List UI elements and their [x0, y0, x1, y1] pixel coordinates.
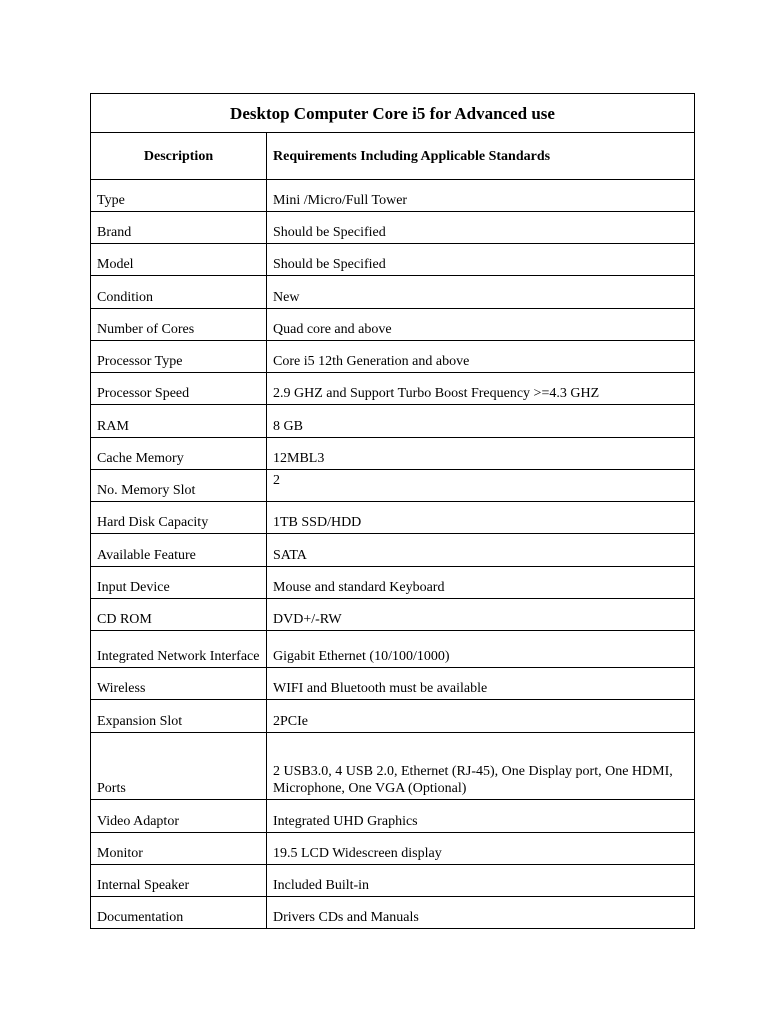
header-row: [91, 133, 695, 180]
row-description: Video Adaptor: [91, 800, 267, 833]
table-row: [91, 668, 695, 700]
row-description: Model: [91, 244, 267, 276]
row-description: Available Feature: [91, 534, 267, 567]
table-row: [91, 276, 695, 309]
row-requirement: Integrated UHD Graphics: [267, 800, 695, 833]
row-description: Monitor: [91, 833, 267, 865]
table-row: [91, 833, 695, 865]
row-description: Integrated Network Interface: [91, 631, 267, 668]
table-row: [91, 470, 695, 502]
table-row: [91, 341, 695, 373]
table-row: [91, 865, 695, 897]
header-description: Description: [91, 133, 267, 180]
table-row: [91, 599, 695, 631]
row-description: Condition: [91, 276, 267, 309]
title-row: [91, 94, 695, 133]
row-requirement: Gigabit Ethernet (10/100/1000): [267, 631, 695, 668]
row-description: Internal Speaker: [91, 865, 267, 897]
table-row: [91, 800, 695, 833]
row-requirement: 8 GB: [267, 405, 695, 438]
row-requirement: 2 USB3.0, 4 USB 2.0, Ethernet (RJ-45), One Display port, One HDMI, Microphone, One VGA (Optional): [267, 733, 695, 800]
row-description: Hard Disk Capacity: [91, 502, 267, 534]
header-requirements: Requirements Including Applicable Standards: [267, 133, 695, 180]
table-row: [91, 700, 695, 733]
row-requirement: SATA: [267, 534, 695, 567]
table-title: Desktop Computer Core i5 for Advanced use: [91, 94, 695, 133]
row-description: Brand: [91, 212, 267, 244]
row-requirement: New: [267, 276, 695, 309]
row-requirement: Core i5 12th Generation and above: [267, 341, 695, 373]
row-requirement: 12MBL3: [267, 438, 695, 470]
row-requirement: 19.5 LCD Widescreen display: [267, 833, 695, 865]
row-requirement: Mouse and standard Keyboard: [267, 567, 695, 599]
table-row: [91, 733, 695, 800]
row-description: Ports: [91, 733, 267, 800]
row-description: Processor Speed: [91, 373, 267, 405]
table-row: [91, 373, 695, 405]
row-description: Documentation: [91, 897, 267, 929]
table-row: [91, 244, 695, 276]
row-description: RAM: [91, 405, 267, 438]
row-requirement: Drivers CDs and Manuals: [267, 897, 695, 929]
table-row: [91, 502, 695, 534]
spec-table: [90, 93, 695, 929]
row-requirement: Quad core and above: [267, 309, 695, 341]
table-row: [91, 631, 695, 668]
table-row: [91, 405, 695, 438]
row-requirement: 2PCIe: [267, 700, 695, 733]
row-requirement: WIFI and Bluetooth must be available: [267, 668, 695, 700]
row-description: Input Device: [91, 567, 267, 599]
row-requirement: DVD+/-RW: [267, 599, 695, 631]
table-row: [91, 567, 695, 599]
row-description: Cache Memory: [91, 438, 267, 470]
table-row: [91, 180, 695, 212]
table-row: [91, 534, 695, 567]
row-description: No. Memory Slot: [91, 470, 267, 502]
row-description: Type: [91, 180, 267, 212]
row-description: Number of Cores: [91, 309, 267, 341]
table-row: [91, 438, 695, 470]
row-description: Processor Type: [91, 341, 267, 373]
row-requirement: Mini /Micro/Full Tower: [267, 180, 695, 212]
row-description: Expansion Slot: [91, 700, 267, 733]
table-row: [91, 309, 695, 341]
row-requirement: 2: [267, 470, 695, 502]
row-requirement: Should be Specified: [267, 244, 695, 276]
row-requirement: Included Built-in: [267, 865, 695, 897]
row-requirement: Should be Specified: [267, 212, 695, 244]
row-requirement: 1TB SSD/HDD: [267, 502, 695, 534]
row-requirement: 2.9 GHZ and Support Turbo Boost Frequency >=4.3 GHZ: [267, 373, 695, 405]
row-description: Wireless: [91, 668, 267, 700]
row-description: CD ROM: [91, 599, 267, 631]
table-row: [91, 212, 695, 244]
table-row: [91, 897, 695, 929]
